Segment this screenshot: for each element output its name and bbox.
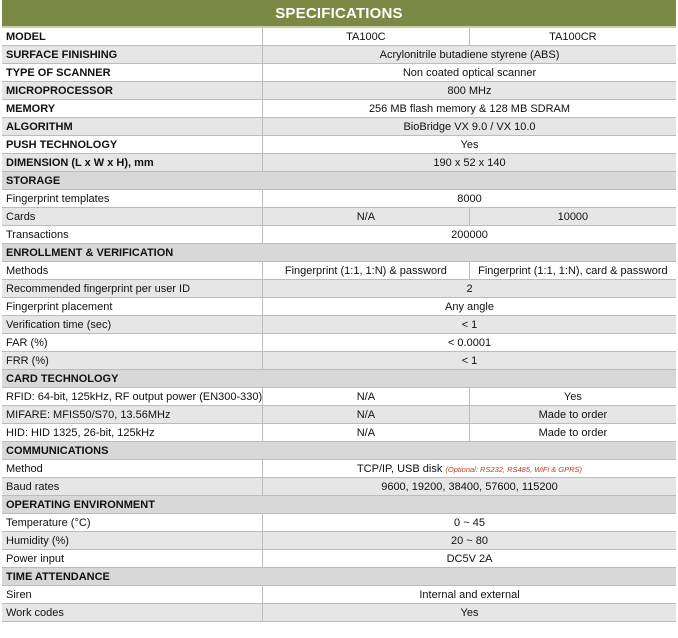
spec-row [2,460,676,478]
spec-value [263,460,677,478]
section-title: COMMUNICATIONS [2,442,676,460]
spec-row [2,298,676,316]
spec-value-ta100c [263,262,470,280]
spec-value-ta100c [263,388,470,406]
spec-value-text: 10000 [557,210,589,223]
spec-row [2,406,676,424]
spec-value-ta100cr [469,28,676,46]
spec-value-text: Yes [460,138,479,151]
spec-value-text: Fingerprint (1:1, 1:N), card & password [478,264,668,277]
spec-row [2,424,676,442]
section-header-row [2,370,676,388]
spec-value-text: N/A [356,426,376,439]
spec-value-text: 800 MHz [447,84,492,97]
spec-row [2,46,676,64]
spec-label: Temperature (°C) [2,514,263,532]
spec-value-text: Made to order [538,426,608,439]
section-header-row [2,244,676,262]
spec-sheet [2,0,676,622]
spec-value-ta100cr [469,262,676,280]
spec-value-text: N/A [356,390,376,403]
spec-label: Fingerprint templates [2,190,263,208]
spec-value-text: 9600, 19200, 38400, 57600, 115200 [381,480,558,493]
spec-value [263,334,677,352]
spec-value [263,532,677,550]
spec-value-ta100c [263,406,470,424]
spec-label: Power input [2,550,263,568]
spec-value-text: 0 ~ 45 [454,516,485,529]
spec-label: SURFACE FINISHING [2,46,263,64]
spec-row [2,208,676,226]
spec-value [263,64,677,82]
spec-label: RFID: 64-bit, 125kHz, RF output power (EN300-330) [2,388,263,406]
optional-note: (Optional: RS232, RS485, WiFi & GPRS) [445,464,583,474]
spec-value-text: Yes [460,606,479,619]
spec-row [2,604,676,622]
spec-value [263,352,677,370]
spec-value [263,154,677,172]
spec-row [2,136,676,154]
section-title: CARD TECHNOLOGY [2,370,676,388]
spec-value-text: TA100CR [549,30,597,43]
spec-row [2,28,676,46]
spec-value-text: 8000 [457,192,482,205]
spec-row [2,64,676,82]
section-title: ENROLLMENT & VERIFICATION [2,244,676,262]
spec-row [2,280,676,298]
spec-label: TYPE OF SCANNER [2,64,263,82]
spec-row [2,190,676,208]
spec-label: Recommended fingerprint per user ID [2,280,263,298]
spec-title: SPECIFICATIONS [2,0,676,28]
section-title: TIME ATTENDANCE [2,568,676,586]
spec-value-text: Made to order [538,408,608,421]
spec-value-text: < 1 [461,354,478,367]
spec-value-text: < 0.0001 [447,336,492,349]
spec-value-ta100cr [469,388,676,406]
spec-value-text: 256 MB flash memory & 128 MB SDRAM [368,102,571,115]
spec-row [2,262,676,280]
spec-row [2,82,676,100]
spec-value-text: 200000 [451,228,488,241]
spec-value [263,136,677,154]
spec-label: Fingerprint placement [2,298,263,316]
spec-label: Cards [2,208,263,226]
spec-label: FAR (%) [2,334,263,352]
spec-value [263,298,677,316]
spec-value-text: Fingerprint (1:1, 1:N) & password [284,264,447,277]
spec-label: Verification time (sec) [2,316,263,334]
spec-value [263,100,677,118]
spec-value [263,316,677,334]
spec-value [263,118,677,136]
spec-label: MICROPROCESSOR [2,82,263,100]
spec-value [263,586,677,604]
spec-value-text: N/A [356,210,376,223]
spec-value [263,550,677,568]
section-title: OPERATING ENVIRONMENT [2,496,676,514]
spec-row [2,586,676,604]
spec-value [263,190,677,208]
spec-value [263,46,677,64]
spec-value-text: Non coated optical scanner [402,66,537,79]
spec-row [2,514,676,532]
spec-label: Humidity (%) [2,532,263,550]
spec-row [2,226,676,244]
spec-value-text: < 1 [461,318,478,331]
spec-table [2,28,676,622]
spec-label: MEMORY [2,100,263,118]
spec-row [2,352,676,370]
spec-value-text: TCP/IP, USB disk [356,462,443,475]
spec-value-ta100c [263,424,470,442]
spec-value-text: TA100C [346,30,386,43]
spec-value [263,226,677,244]
spec-value-text: BioBridge VX 9.0 / VX 10.0 [403,120,536,133]
spec-value-text: Any angle [445,300,494,313]
section-header-row [2,442,676,460]
spec-row [2,478,676,496]
spec-value [263,478,677,496]
section-header-row [2,496,676,514]
spec-row [2,100,676,118]
spec-value-text: N/A [356,408,376,421]
spec-row [2,532,676,550]
spec-label: MODEL [2,28,263,46]
spec-value [263,280,677,298]
spec-label: Method [2,460,263,478]
spec-value-ta100cr [469,208,676,226]
spec-label: Methods [2,262,263,280]
spec-value-ta100cr [469,406,676,424]
spec-label: MIFARE: MFIS50/S70, 13.56MHz [2,406,263,424]
spec-row [2,154,676,172]
spec-value [263,82,677,100]
spec-row [2,118,676,136]
spec-value-ta100c [263,28,470,46]
spec-value [263,604,677,622]
spec-table-body [2,28,676,622]
spec-value-text: Internal and external [419,588,520,601]
section-title: STORAGE [2,172,676,190]
spec-value-text: Yes [563,390,582,403]
spec-row [2,388,676,406]
section-header-row [2,568,676,586]
spec-label: Baud rates [2,478,263,496]
spec-value-text: 190 x 52 x 140 [433,156,506,169]
spec-value-text: 2 [466,282,473,295]
spec-label: Transactions [2,226,263,244]
spec-label: HID: HID 1325, 26-bit, 125kHz [2,424,263,442]
spec-label: FRR (%) [2,352,263,370]
spec-label: Work codes [2,604,263,622]
spec-label: Siren [2,586,263,604]
spec-value [263,514,677,532]
spec-label: ALGORITHM [2,118,263,136]
section-header-row [2,172,676,190]
spec-value-text: 20 ~ 80 [450,534,488,547]
spec-value-ta100cr [469,424,676,442]
spec-row [2,334,676,352]
spec-value-text: Acrylonitrile butadiene styrene (ABS) [379,48,560,61]
spec-value-ta100c [263,208,470,226]
spec-row [2,550,676,568]
spec-label: DIMENSION (L x W x H), mm [2,154,263,172]
spec-row [2,316,676,334]
spec-label: PUSH TECHNOLOGY [2,136,263,154]
spec-value-text: DC5V 2A [446,552,493,565]
